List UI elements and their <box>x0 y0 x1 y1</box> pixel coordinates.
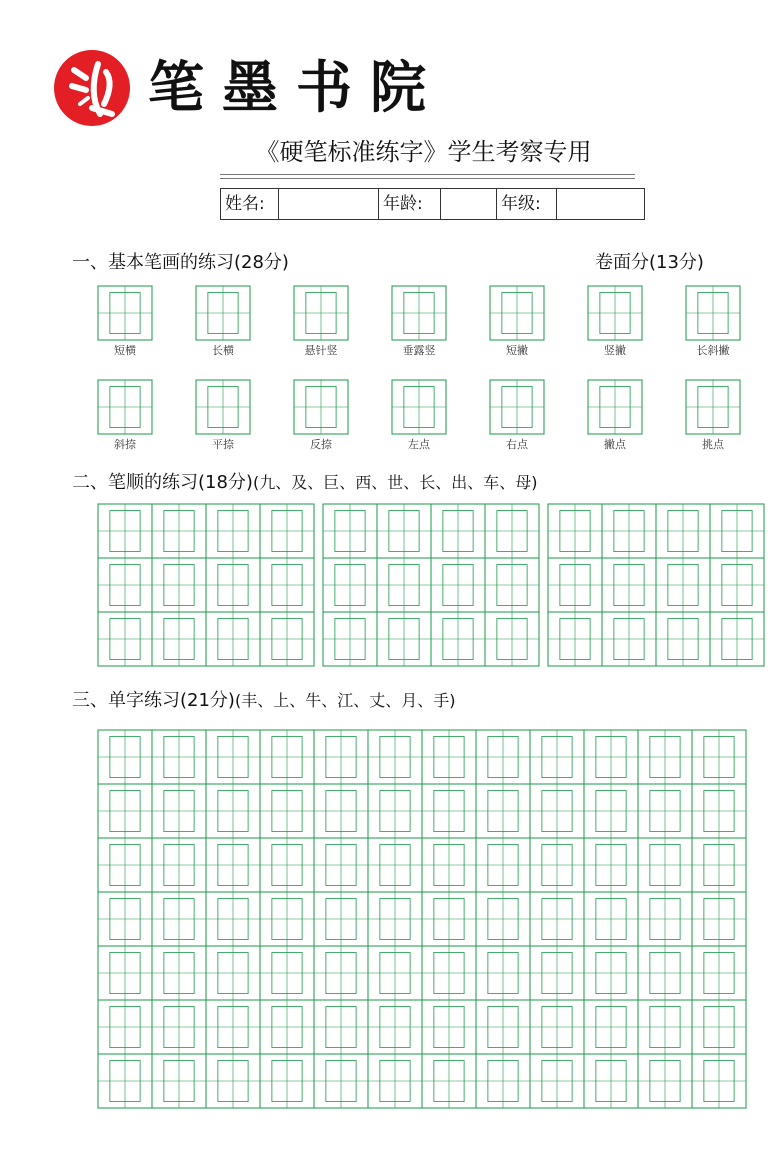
stroke-caption: 左点 <box>408 438 430 451</box>
writing-cell[interactable] <box>314 730 368 784</box>
writing-cell[interactable] <box>431 558 485 612</box>
writing-cell[interactable] <box>206 892 260 946</box>
writing-cell[interactable] <box>206 838 260 892</box>
stroke-caption: 斜捺 <box>114 438 136 451</box>
writing-cell[interactable] <box>377 612 431 666</box>
writing-cell[interactable] <box>294 286 348 340</box>
writing-cell[interactable] <box>692 730 746 784</box>
writing-cell[interactable] <box>710 504 764 558</box>
grade-label: 年级: <box>497 189 557 219</box>
writing-cell[interactable] <box>485 612 539 666</box>
grade-field[interactable] <box>557 189 644 219</box>
writing-cell[interactable] <box>584 1054 638 1108</box>
writing-cell[interactable] <box>314 838 368 892</box>
neatness-score-label: 卷面分(13分) <box>595 252 704 273</box>
writing-cell[interactable] <box>431 612 485 666</box>
writing-cell[interactable] <box>588 286 642 340</box>
writing-cell[interactable] <box>422 946 476 1000</box>
student-info-table <box>220 188 645 220</box>
writing-cell[interactable] <box>294 380 348 434</box>
writing-cell[interactable] <box>530 1054 584 1108</box>
writing-cell[interactable] <box>98 558 152 612</box>
writing-cell[interactable] <box>152 1000 206 1054</box>
writing-cell[interactable] <box>368 784 422 838</box>
writing-cell[interactable] <box>314 1054 368 1108</box>
writing-cell[interactable] <box>314 784 368 838</box>
writing-cell[interactable] <box>206 612 260 666</box>
writing-cell[interactable] <box>206 1054 260 1108</box>
writing-cell[interactable] <box>638 838 692 892</box>
writing-cell[interactable] <box>686 286 740 340</box>
writing-cell[interactable] <box>260 946 314 1000</box>
writing-cell[interactable] <box>530 730 584 784</box>
writing-cell[interactable] <box>260 1054 314 1108</box>
writing-cell[interactable] <box>656 504 710 558</box>
writing-cell[interactable] <box>206 558 260 612</box>
section2-title: 二、笔顺的练习(18分)(九、及、巨、西、世、长、出、车、母) <box>72 472 538 493</box>
writing-cell[interactable] <box>584 1000 638 1054</box>
writing-cell[interactable] <box>638 892 692 946</box>
writing-cell[interactable] <box>490 286 544 340</box>
stroke-order-grid[interactable] <box>0 502 777 672</box>
section1-title: 一、基本笔画的练习(28分) <box>72 252 289 273</box>
writing-cell[interactable] <box>476 1054 530 1108</box>
writing-cell[interactable] <box>476 1000 530 1054</box>
writing-cell[interactable] <box>392 380 446 434</box>
writing-cell[interactable] <box>368 1000 422 1054</box>
stroke-practice-grids <box>0 284 777 464</box>
writing-cell[interactable] <box>692 838 746 892</box>
section3-chars: (丰、上、牛、江、丈、月、手) <box>234 691 456 710</box>
writing-cell[interactable] <box>152 1054 206 1108</box>
stroke-caption: 反捺 <box>310 438 332 451</box>
writing-cell[interactable] <box>584 784 638 838</box>
writing-cell[interactable] <box>710 612 764 666</box>
writing-cell[interactable] <box>98 1000 152 1054</box>
writing-cell[interactable] <box>476 892 530 946</box>
writing-cell[interactable] <box>206 1000 260 1054</box>
writing-cell[interactable] <box>490 380 544 434</box>
writing-cell[interactable] <box>530 838 584 892</box>
name-label: 姓名: <box>221 189 279 219</box>
writing-cell[interactable] <box>98 946 152 1000</box>
stroke-caption: 右点 <box>506 438 528 451</box>
stroke-caption: 挑点 <box>702 438 724 451</box>
writing-cell[interactable] <box>368 730 422 784</box>
writing-cell[interactable] <box>422 1000 476 1054</box>
divider-line <box>220 174 635 175</box>
writing-cell[interactable] <box>530 1000 584 1054</box>
writing-cell[interactable] <box>152 892 206 946</box>
writing-cell[interactable] <box>98 838 152 892</box>
writing-cell[interactable] <box>584 892 638 946</box>
writing-cell[interactable] <box>692 946 746 1000</box>
writing-cell[interactable] <box>260 784 314 838</box>
writing-cell[interactable] <box>98 892 152 946</box>
writing-cell[interactable] <box>98 612 152 666</box>
writing-cell[interactable] <box>368 892 422 946</box>
writing-cell[interactable] <box>206 504 260 558</box>
writing-cell[interactable] <box>602 504 656 558</box>
writing-cell[interactable] <box>323 504 377 558</box>
stroke-caption: 长斜撇 <box>696 344 730 357</box>
writing-cell[interactable] <box>530 946 584 1000</box>
writing-cell[interactable] <box>98 504 152 558</box>
writing-cell[interactable] <box>530 784 584 838</box>
writing-cell[interactable] <box>431 504 485 558</box>
writing-cell[interactable] <box>692 1054 746 1108</box>
writing-cell[interactable] <box>152 504 206 558</box>
writing-cell[interactable] <box>422 1054 476 1108</box>
age-field[interactable] <box>441 189 497 219</box>
single-char-grid[interactable] <box>0 728 777 1114</box>
writing-cell[interactable] <box>196 380 250 434</box>
writing-cell[interactable] <box>152 558 206 612</box>
writing-cell[interactable] <box>152 784 206 838</box>
age-label: 年龄: <box>379 189 441 219</box>
writing-cell[interactable] <box>368 838 422 892</box>
writing-cell[interactable] <box>548 558 602 612</box>
stroke-caption: 短横 <box>114 344 136 357</box>
writing-cell[interactable] <box>260 838 314 892</box>
writing-cell[interactable] <box>548 504 602 558</box>
stroke-caption: 悬针竖 <box>304 344 338 357</box>
writing-cell[interactable] <box>584 730 638 784</box>
writing-cell[interactable] <box>686 380 740 434</box>
writing-cell[interactable] <box>377 504 431 558</box>
writing-cell[interactable] <box>98 380 152 434</box>
brand-name: 笔墨书院 <box>148 55 444 121</box>
writing-cell[interactable] <box>584 838 638 892</box>
divider-line <box>220 178 635 179</box>
writing-cell[interactable] <box>98 1054 152 1108</box>
writing-cell[interactable] <box>638 946 692 1000</box>
writing-cell[interactable] <box>530 892 584 946</box>
writing-cell[interactable] <box>476 784 530 838</box>
writing-cell[interactable] <box>692 784 746 838</box>
writing-cell[interactable] <box>206 730 260 784</box>
calligraphy-seal-logo-icon <box>52 48 132 128</box>
writing-cell[interactable] <box>152 946 206 1000</box>
writing-cell[interactable] <box>422 892 476 946</box>
stroke-caption: 竖撇 <box>604 344 626 357</box>
section3-title: 三、单字练习(21分)(丰、上、牛、江、丈、月、手) <box>72 690 456 711</box>
writing-cell[interactable] <box>314 1000 368 1054</box>
writing-cell[interactable] <box>98 730 152 784</box>
writing-cell[interactable] <box>368 946 422 1000</box>
writing-cell[interactable] <box>260 730 314 784</box>
writing-cell[interactable] <box>392 286 446 340</box>
writing-cell[interactable] <box>692 1000 746 1054</box>
stroke-caption: 撇点 <box>604 438 626 451</box>
writing-cell[interactable] <box>638 1000 692 1054</box>
writing-cell[interactable] <box>422 730 476 784</box>
writing-cell[interactable] <box>260 612 314 666</box>
writing-cell[interactable] <box>602 558 656 612</box>
writing-cell[interactable] <box>638 784 692 838</box>
writing-cell[interactable] <box>368 1054 422 1108</box>
writing-cell[interactable] <box>260 892 314 946</box>
name-field[interactable] <box>279 189 379 219</box>
writing-cell[interactable] <box>422 838 476 892</box>
writing-cell[interactable] <box>377 558 431 612</box>
writing-cell[interactable] <box>422 784 476 838</box>
writing-cell[interactable] <box>656 612 710 666</box>
writing-cell[interactable] <box>485 558 539 612</box>
writing-cell[interactable] <box>260 504 314 558</box>
writing-cell[interactable] <box>710 558 764 612</box>
stroke-caption: 短撇 <box>506 344 528 357</box>
stroke-caption: 垂露竖 <box>402 344 436 357</box>
writing-cell[interactable] <box>152 612 206 666</box>
writing-cell[interactable] <box>314 892 368 946</box>
writing-cell[interactable] <box>314 946 368 1000</box>
writing-cell[interactable] <box>206 946 260 1000</box>
writing-cell[interactable] <box>656 558 710 612</box>
writing-cell[interactable] <box>638 730 692 784</box>
writing-cell[interactable] <box>196 286 250 340</box>
writing-cell[interactable] <box>485 504 539 558</box>
stroke-caption: 平捺 <box>212 438 234 451</box>
writing-cell[interactable] <box>323 612 377 666</box>
writing-cell[interactable] <box>584 946 638 1000</box>
writing-cell[interactable] <box>692 892 746 946</box>
writing-cell[interactable] <box>98 784 152 838</box>
writing-cell[interactable] <box>260 1000 314 1054</box>
writing-cell[interactable] <box>152 730 206 784</box>
section2-chars: (九、及、巨、西、世、长、出、车、母) <box>252 473 538 492</box>
writing-cell[interactable] <box>476 838 530 892</box>
writing-cell[interactable] <box>260 558 314 612</box>
writing-cell[interactable] <box>152 838 206 892</box>
page-subtitle: 《硬笔标准练字》学生考察专用 <box>255 138 592 166</box>
writing-cell[interactable] <box>98 286 152 340</box>
writing-cell[interactable] <box>638 1054 692 1108</box>
writing-cell[interactable] <box>588 380 642 434</box>
writing-cell[interactable] <box>323 558 377 612</box>
writing-cell[interactable] <box>476 946 530 1000</box>
writing-cell[interactable] <box>602 612 656 666</box>
writing-cell[interactable] <box>476 730 530 784</box>
writing-cell[interactable] <box>206 784 260 838</box>
writing-cell[interactable] <box>548 612 602 666</box>
stroke-caption: 长横 <box>212 344 234 357</box>
